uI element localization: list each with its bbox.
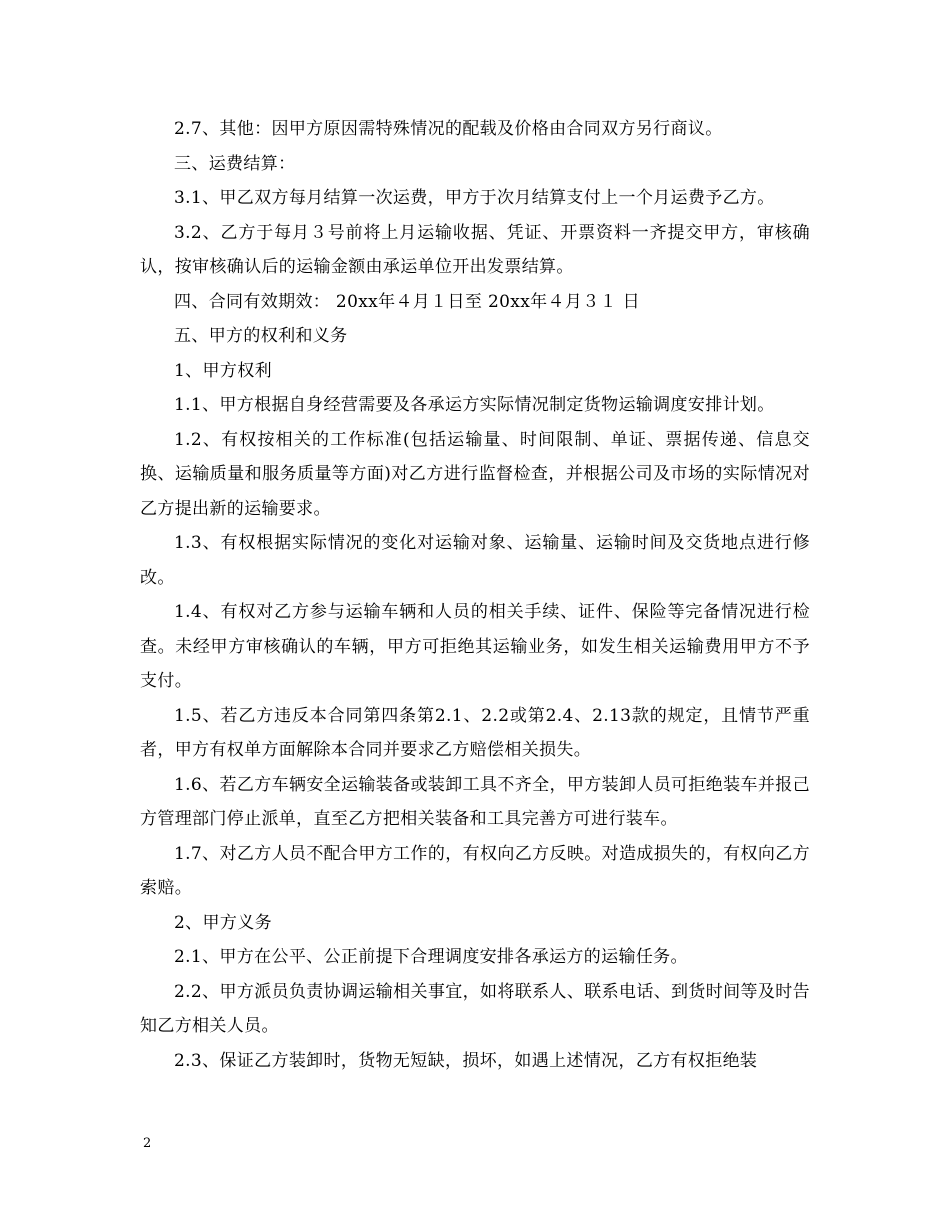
section-heading-party-a-rights-obligations: 五、甲方的权利和义务 [174, 326, 348, 346]
clause-1-1-transport-planning: 1.1、甲方根据自身经营需要及各承运方实际情况制定货物运输调度安排计划。 [174, 395, 775, 415]
subsection-heading-party-a-rights: 1、甲方权利 [174, 360, 272, 381]
clause-3-1-monthly-settlement: 3.1、甲乙双方每月结算一次运费，甲方于次月结算支付上一个月运费予乙方。 [174, 188, 775, 208]
clause-1-2-supervision: 1.2、有权按相关的工作标准(包括运输量、时间限制、单证、票据传递、信息交换、运输质量和服务质量等方面)对乙方进行监督检查，并根据公司及市场的实际情况对乙方提出新的运输要求。 [140, 429, 810, 519]
clause-2-1-fair-dispatch: 2.1、甲方在公平、公正前提下合理调度安排各承运方的运输任务。 [174, 947, 688, 967]
clause-1-3-modification: 1.3、有权根据实际情况的变化对运输对象、运输量、运输时间及交货地点进行修改。 [140, 533, 810, 588]
section-heading-contract-term: 四、合同有效期效： 20xx年４月１日至 20xx年４月３１ 日 [174, 291, 641, 312]
section-heading-freight-settlement: 三、运费结算： [174, 153, 296, 174]
clause-2-3-cargo-integrity: 2.3、保证乙方装卸时，货物无短缺，损坏，如遇上述情况，乙方有权拒绝装 [174, 1050, 758, 1071]
clause-3-2-invoice-submission: 3.2、乙方于每月３号前将上月运输收据、凭证、开票资料一齐提交甲方，审核确认，按审核确认后的运输金额由承运单位开出发票结算。 [140, 222, 810, 277]
clause-2-2-coordination: 2.2、甲方派员负责协调运输相关事宜，如将联系人、联系电话、到货时间等及时告知乙方相关人员。 [140, 981, 810, 1036]
page-number: 2 [143, 1136, 152, 1151]
clause-1-4-inspection: 1.4、有权对乙方参与运输车辆和人员的相关手续、证件、保险等完备情况进行检查。未经甲方审核确认的车辆，甲方可拒绝其运输业务，如发生相关运输费用甲方不予支付。 [140, 602, 810, 691]
clause-1-6-equipment: 1.6、若乙方车辆安全运输装备或装卸工具不齐全，甲方装卸人员可拒绝装车并报己方管理部门停止派单，直至乙方把相关装备和工具完善方可进行装车。 [140, 774, 810, 829]
clause-2-7-other: 2.7、其他：因甲方原因需特殊情况的配载及价格由合同双方另行商议。 [174, 119, 723, 139]
clause-1-7-claims: 1.7、对乙方人员不配合甲方工作的，有权向乙方反映。对造成损失的，有权向乙方索赔。 [140, 843, 810, 898]
subsection-heading-party-a-obligations: 2、甲方义务 [174, 912, 272, 933]
clause-1-5-termination: 1.5、若乙方违反本合同第四条第2.1、2.2或第2.4、2.13款的规定，且情节严重者，甲方有权单方面解除本合同并要求乙方赔偿相关损失。 [140, 705, 810, 760]
contract-body [140, 112, 810, 1078]
